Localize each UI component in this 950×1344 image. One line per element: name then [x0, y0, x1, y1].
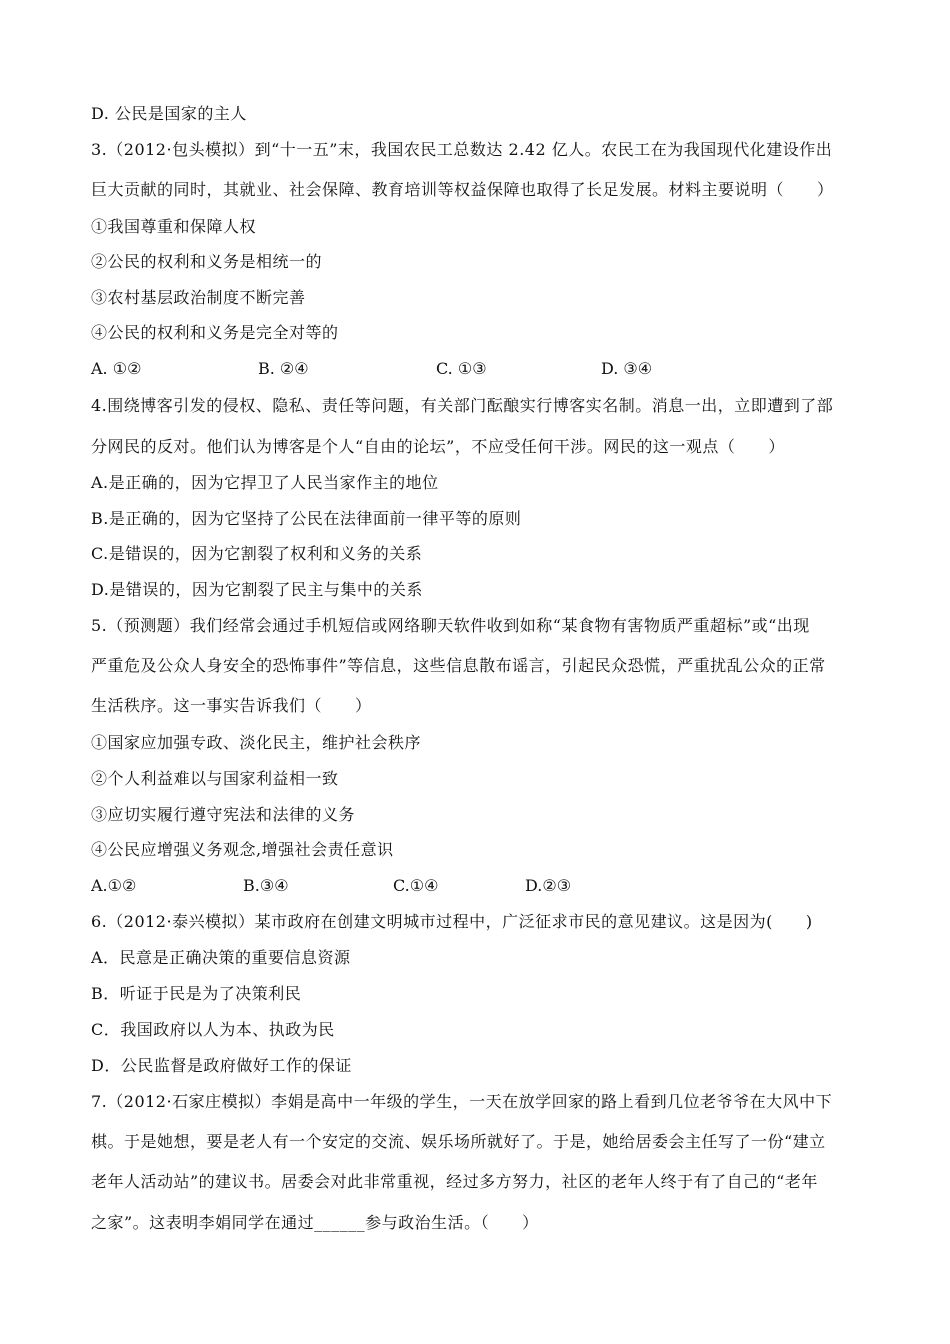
q4-option-d: D.是错误的，因为它割裂了民主与集中的关系 [91, 580, 423, 599]
q7-stem-line2: 棋。于是她想，要是老人有一个安定的交流、娱乐场所就好了。于是，她给居委会主任写了一份“建立 [91, 1132, 826, 1151]
q7-stem-line3: 老年人活动站”的建议书。居委会对此非常重视，经过多方努力，社区的老年人终于有了自己的“老年 [91, 1172, 818, 1191]
q5-stem-line1: 5.（预测题）我们经常会通过手机短信或网络聊天软件收到如称“某食物有害物质严重超标”或“出现 [91, 616, 810, 635]
q3-option-b: B. ②④ [258, 359, 309, 378]
q7-stem-line1: 7.（2012·石家庄模拟）李娟是高中一年级的学生，一天在放学回家的路上看到几位老爷爷在大风中下 [91, 1092, 833, 1111]
q5-item-2: ②个人利益难以与国家利益相一致 [91, 769, 339, 788]
q4-option-a: A.是正确的，因为它捍卫了人民当家作主的地位 [91, 473, 439, 492]
q3-item-4: ④公民的权利和义务是完全对等的 [91, 323, 339, 342]
q4-stem-line1: 4.围绕博客引发的侵权、隐私、责任等问题，有关部门酝酿实行博客实名制。消息一出，立即遭到了部 [91, 396, 834, 415]
q5-item-3: ③应切实履行遵守宪法和法律的义务 [91, 805, 356, 824]
q3-stem-line1: 3.（2012·包头模拟）到“十一五”末，我国农民工总数达 2.42 亿人。农民工在为我国现代化建设作出 [91, 140, 833, 159]
q5-item-4: ④公民应增强义务观念,增强社会责任意识 [91, 840, 394, 859]
q4-option-b: B.是正确的，因为它坚持了公民在法律面前一律平等的原则 [91, 509, 522, 528]
q3-item-1: ①我国尊重和保障人权 [91, 217, 257, 236]
q6-option-c: C．我国政府以人为本、执政为民 [91, 1020, 335, 1039]
q5-item-1: ①国家应加强专政、淡化民主，维护社会秩序 [91, 733, 422, 752]
q6-stem: 6.（2012·泰兴模拟）某市政府在创建文明城市过程中，广泛征求市民的意见建议。这是因为( ) [91, 912, 813, 931]
q5-option-d: D.②③ [525, 876, 572, 895]
q3-item-2: ②公民的权利和义务是相统一的 [91, 252, 323, 271]
q5-stem-line3: 生活秩序。这一事实告诉我们（ ） [91, 696, 372, 715]
q7-stem-line4: 之家”。这表明李娟同学在通过______参与政治生活。（ ） [91, 1213, 539, 1232]
q5-option-a: A.①② [91, 876, 137, 895]
q3-item-3: ③农村基层政治制度不断完善 [91, 288, 306, 307]
q2-option-d: D. 公民是国家的主人 [91, 104, 247, 123]
q5-stem-line2: 严重危及公众人身安全的恐怖事件”等信息，这些信息散布谣言，引起民众恐慌，严重扰乱公众的正常 [91, 656, 826, 675]
q3-stem-line2: 巨大贡献的同时，其就业、社会保障、教育培训等权益保障也取得了长足发展。材料主要说明（ ） [91, 180, 834, 199]
q4-stem-line2: 分网民的反对。他们认为博客是个人“自由的论坛”，不应受任何干涉。网民的这一观点（ ） [91, 437, 785, 456]
q6-option-a: A．民意是正确决策的重要信息资源 [91, 948, 351, 967]
q4-option-c: C.是错误的，因为它割裂了权利和义务的关系 [91, 544, 423, 563]
q3-option-c: C. ①③ [436, 359, 487, 378]
q3-option-a: A. ①② [91, 359, 142, 378]
q6-option-b: B．听证于民是为了决策利民 [91, 984, 302, 1003]
q5-option-c: C.①④ [393, 876, 439, 895]
q5-option-b: B.③④ [243, 876, 289, 895]
q3-option-d: D. ③④ [601, 359, 653, 378]
q6-option-d: D．公民监督是政府做好工作的保证 [91, 1056, 352, 1075]
